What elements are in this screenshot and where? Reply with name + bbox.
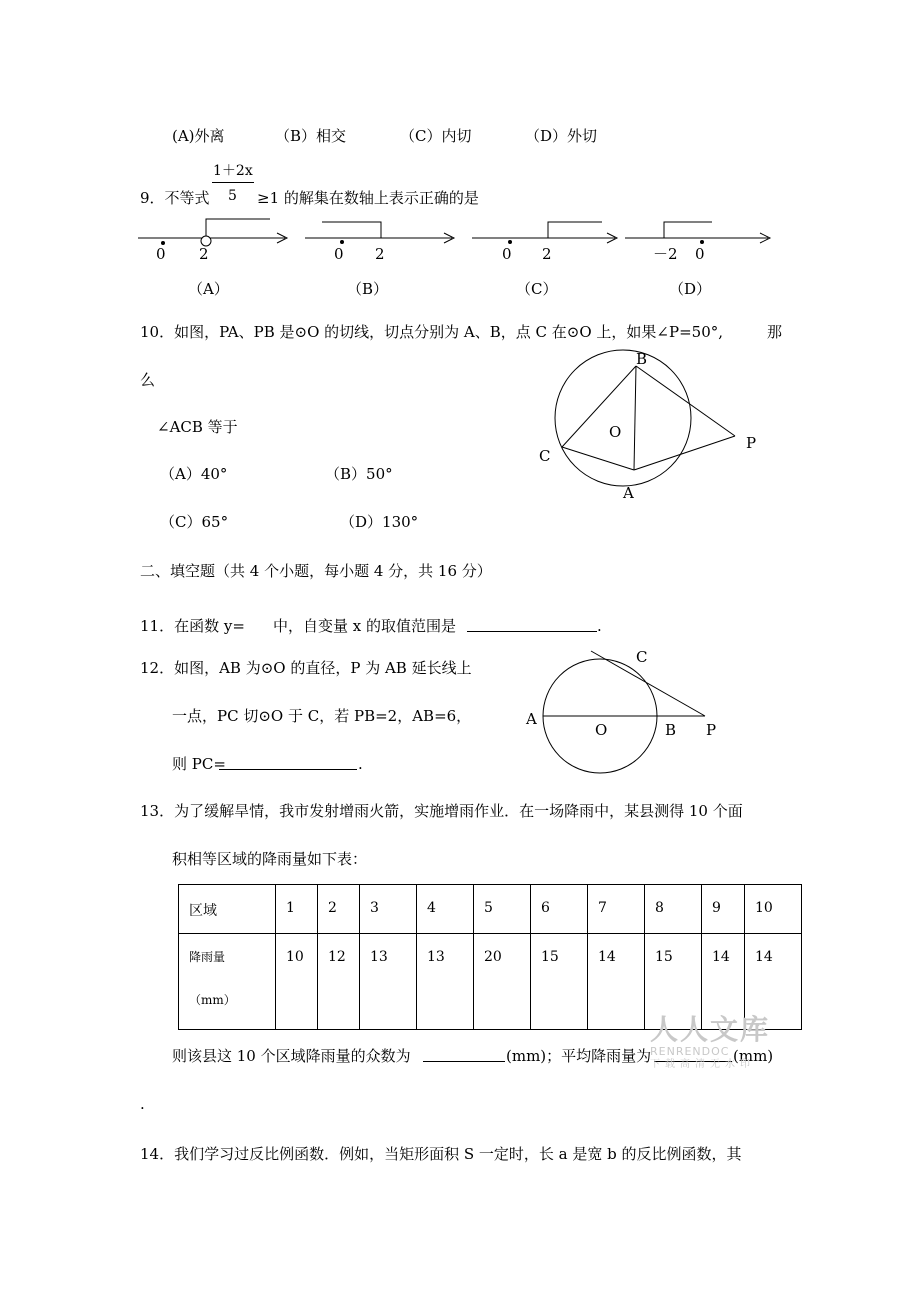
table-cell: 10 [745,885,802,934]
q9-a-tick-0: 0 [156,245,166,263]
q14-line1: 14．我们学习过反比例函数．例如，当矩形面积 S 一定时，长 a 是宽 b 的反比例函数，其 [140,1145,742,1163]
q9-fraction-denominator: 5 [228,188,237,204]
q11-text-a: 11．在函数 y= [140,617,245,635]
q13-answer-c: (mm) [733,1047,774,1065]
q9-label-c: （C） [516,280,558,298]
q13-trailing-dot: . [140,1095,145,1113]
q10-option-a: （A）40° [160,465,228,483]
q9-d-tick-0: 0 [695,245,705,263]
q12-label-c: C [636,648,648,666]
q10-line1-tail: 那 [767,323,783,341]
q10-label-p: P [746,434,757,452]
q10-option-b: （B）50° [325,465,393,483]
watermark-title: 人人文库 [650,1013,771,1046]
q13-mode-blank [423,1047,505,1062]
table-cell: 1 [276,885,318,934]
table-header-region: 区域 [179,885,276,934]
q9-label-b: （B） [347,280,389,298]
q13-line1: 13．为了缓解旱情，我市发射增雨火箭，实施增雨作业．在一场降雨中，某县测得 10 个面 [140,802,743,820]
table-cell: 5 [474,885,531,934]
q10-option-c: （C）65° [160,513,229,531]
section2-heading: 二、填空题（共 4 个小题，每小题 4 分，共 16 分） [140,562,492,580]
q12-label-b: B [665,721,677,739]
q13-line2: 积相等区域的降雨量如下表： [172,850,368,868]
q10-label-c: C [539,447,551,465]
table-cell: 4 [417,885,474,934]
q8-option-c: （C）内切 [400,127,472,145]
q11-end: . [597,617,602,635]
watermark [650,1015,770,1071]
table-cell: 7 [588,885,645,934]
q9-d-tick-neg2: －2 [653,245,678,263]
q8-option-d: （D）外切 [525,127,598,145]
q8-option-b: （B）相交 [275,127,347,145]
q9-label-a: （A） [188,280,229,298]
table-cell: 13 [417,934,474,1030]
table-cell: 12 [318,934,360,1030]
q10-label-b: B [636,350,648,368]
table-row-regions [179,885,802,934]
q10-line1: 10．如图，PA、PB 是⊙O 的切线，切点分别为 A、B，点 C 在⊙O 上，如果∠P=50°, [140,323,724,341]
q12-line3: 则 PC= [172,755,226,773]
q9-b-tick-0: 0 [334,245,344,263]
watermark-brand: RENRENDOC [650,1045,730,1058]
q12-label-p: P [706,721,717,739]
q10-line3: ∠ACB 等于 [157,418,238,436]
table-cell: 15 [645,934,702,1030]
table-cell: 9 [702,885,745,934]
q12-line1: 12．如图，AB 为⊙O 的直径，P 为 AB 延长线上 [140,659,472,677]
table-cell: 2 [318,885,360,934]
q10-option-d: （D）130° [340,513,419,531]
table-header-rainfall [179,934,276,1030]
table-cell: 8 [645,885,702,934]
table-cell: 20 [474,934,531,1030]
table-cell: 10 [276,934,318,1030]
table-cell: 14 [745,934,802,1030]
q12-line2: 一点，PC 切⊙O 于 C，若 PB=2，AB=6， [172,707,472,725]
rainfall-unit: （mm） [189,993,236,1007]
table-cell: 3 [360,885,417,934]
q9-prefix: 9．不等式 [140,189,210,207]
q10-line2: 么 [140,371,156,389]
rainfall-table [178,884,802,1030]
q13-answer-b: (mm)；平均降雨量为 [506,1047,652,1065]
q9-label-d: （D） [669,280,712,298]
q11-text-b: 中，自变量 x 的取值范围是 [273,617,456,635]
q12-label-a: A [526,710,537,728]
table-cell: 13 [360,934,417,1030]
table-cell: 14 [588,934,645,1030]
table-cell: 14 [702,934,745,1030]
q9-fraction-numerator: 1＋2x [213,163,253,179]
q8-option-a: (A)外离 [172,127,225,145]
q9-suffix: ≥1 的解集在数轴上表示正确的是 [257,189,479,207]
table-cell: 6 [531,885,588,934]
q12-end: . [358,755,363,773]
q12-label-o: O [595,721,608,739]
rainfall-label: 降雨量 [189,950,226,964]
q9-a-tick-2: 2 [199,245,209,263]
q13-answer-a: 则该县这 10 个区域降雨量的众数为 [172,1047,411,1065]
q9-b-tick-2: 2 [375,245,385,263]
q10-label-o: O [609,423,622,441]
q9-c-tick-0: 0 [502,245,512,263]
table-cell: 15 [531,934,588,1030]
watermark-subtitle: 下载高清无水印 [650,1059,755,1070]
q10-label-a: A [623,484,634,502]
q9-c-tick-2: 2 [542,245,552,263]
